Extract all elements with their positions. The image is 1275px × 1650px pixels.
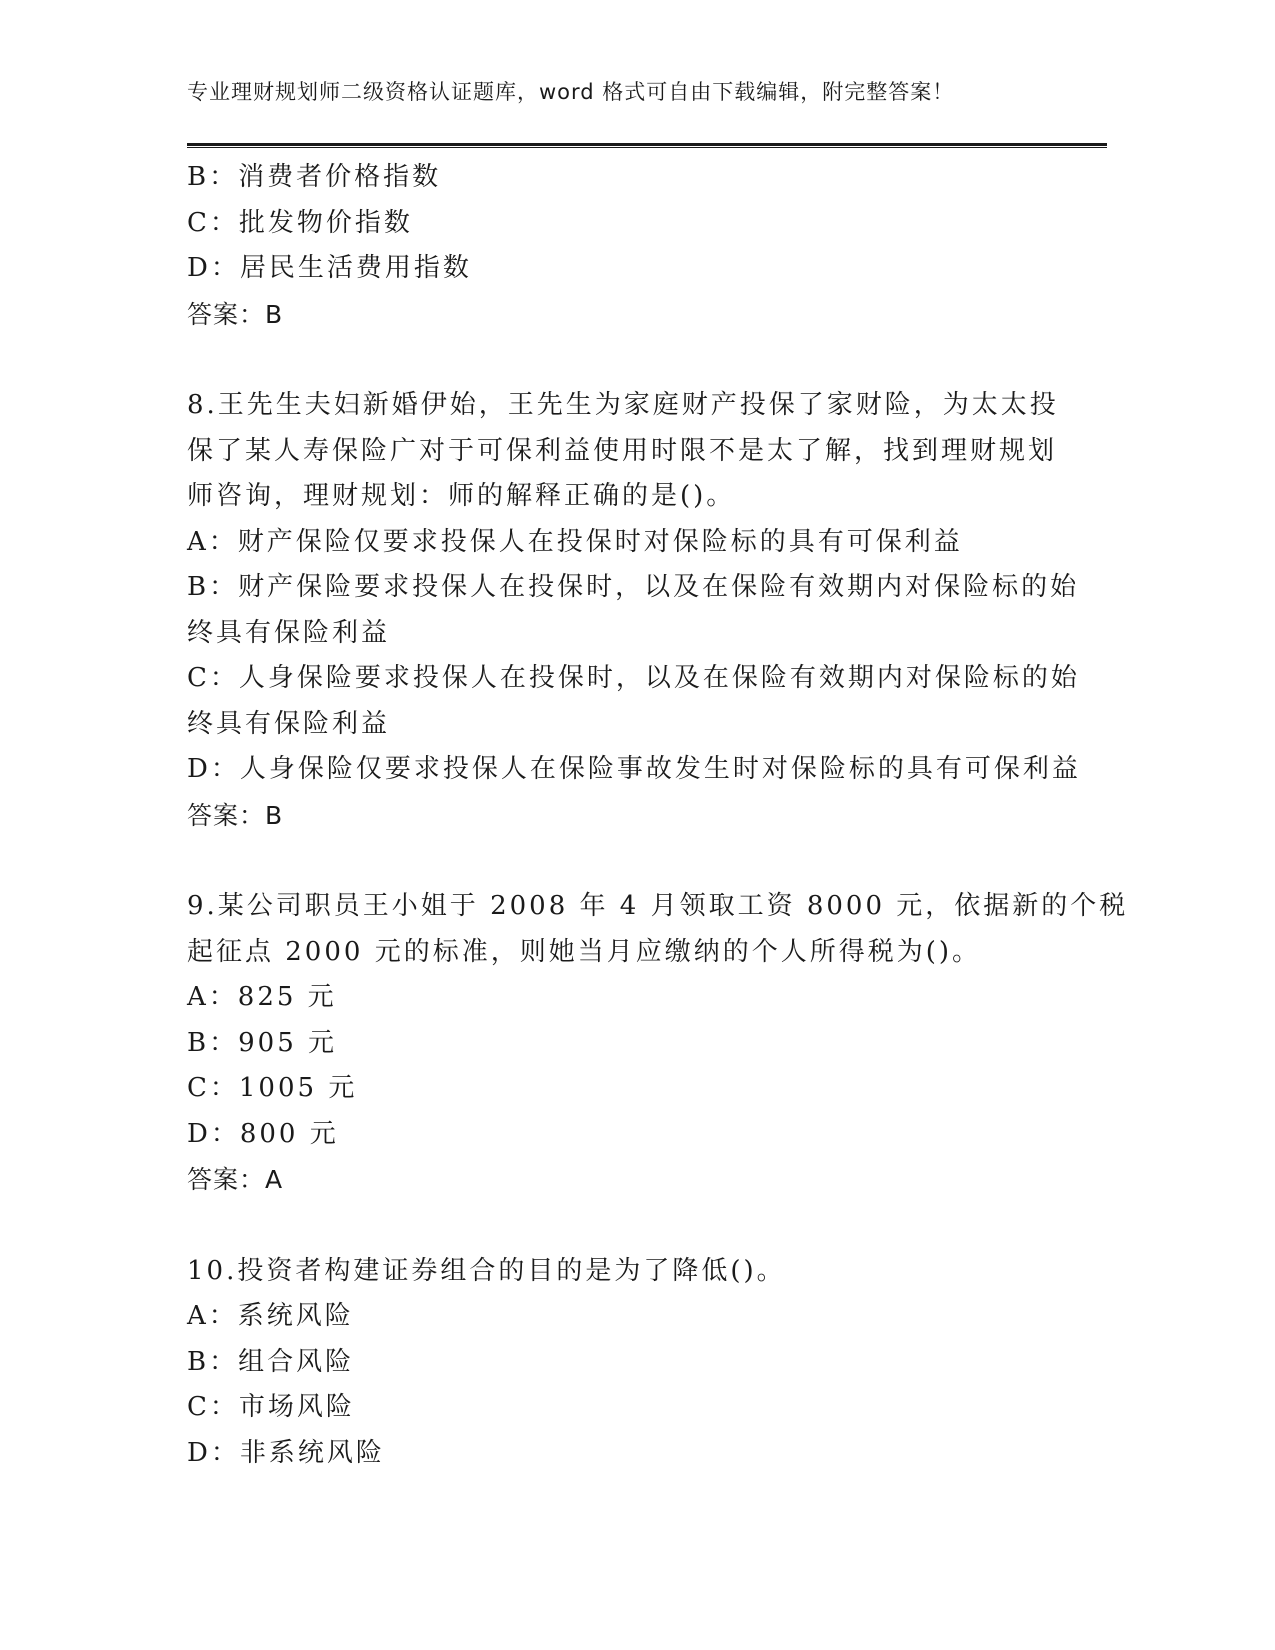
question-8 — [187, 383, 1087, 838]
option-b: B：905 元 — [187, 1027, 337, 1058]
option-b: B：消费者价格指数 — [187, 162, 442, 192]
option-d: D：非系统风险 — [187, 1437, 385, 1468]
question-content — [187, 155, 1129, 1476]
spacer — [187, 1203, 1087, 1249]
question-stem-line: 起征点 2000 元的标准，则她当月应缴纳的个人所得税为()。 — [187, 936, 981, 967]
option-d: D：800 元 — [187, 1118, 339, 1149]
option-c: C：人身保险要求投保人在投保时，以及在保险有效期内对保险标的始 — [187, 663, 1080, 693]
answer-line: 答案：A — [187, 1165, 284, 1194]
spacer — [187, 838, 1087, 884]
answer-line: 答案：B — [187, 299, 284, 329]
option-b: B：财产保险要求投保人在投保时，以及在保险有效期内对保险标的始 — [187, 572, 1080, 602]
option-c: C：批发物价指数 — [187, 207, 413, 238]
question-stem-line: 9.某公司职员王小姐于 2008 年 4 月领取工资 8000 元，依据新的个税 — [187, 891, 1129, 921]
option-c-continued: 终具有保险利益 — [187, 708, 391, 739]
question-stem-line: 10.投资者构建证券组合的目的是为了降低()。 — [187, 1255, 786, 1286]
question-stem-line: 8.王先生夫妇新婚伊始，王先生为家庭财产投保了家财险，为太太投 — [187, 390, 1059, 420]
answer-line: 答案：B — [187, 800, 284, 830]
option-a: A：系统风险 — [187, 1301, 354, 1331]
spacer — [187, 337, 1087, 383]
question-9 — [187, 884, 1129, 1203]
question-stem-line: 师咨询，理财规划：师的解释正确的是()。 — [187, 481, 736, 511]
option-a: A：财产保险仅要求投保人在投保时对保险标的具有可保利益 — [187, 526, 963, 557]
option-d: D：居民生活费用指数 — [187, 253, 472, 283]
question-7 — [187, 155, 1087, 337]
document-header: 专业理财规划师二级资格认证题库，word 格式可自由下载编辑，附完整答案！ — [187, 80, 955, 104]
option-b-continued: 终具有保险利益 — [187, 617, 391, 648]
option-d: D：人身保险仅要求投保人在保险事故发生时对保险标的具有可保利益 — [187, 754, 1081, 784]
question-stem-line: 保了某人寿保险广对于可保利益使用时限不是太了解，找到理财规划 — [187, 435, 1058, 466]
option-b: B：组合风险 — [187, 1346, 355, 1377]
option-c: C：市场风险 — [187, 1392, 355, 1422]
option-c: C：1005 元 — [187, 1073, 358, 1103]
option-a: A：825 元 — [187, 982, 337, 1012]
question-10 — [187, 1249, 1087, 1477]
header-rule — [187, 143, 1107, 148]
